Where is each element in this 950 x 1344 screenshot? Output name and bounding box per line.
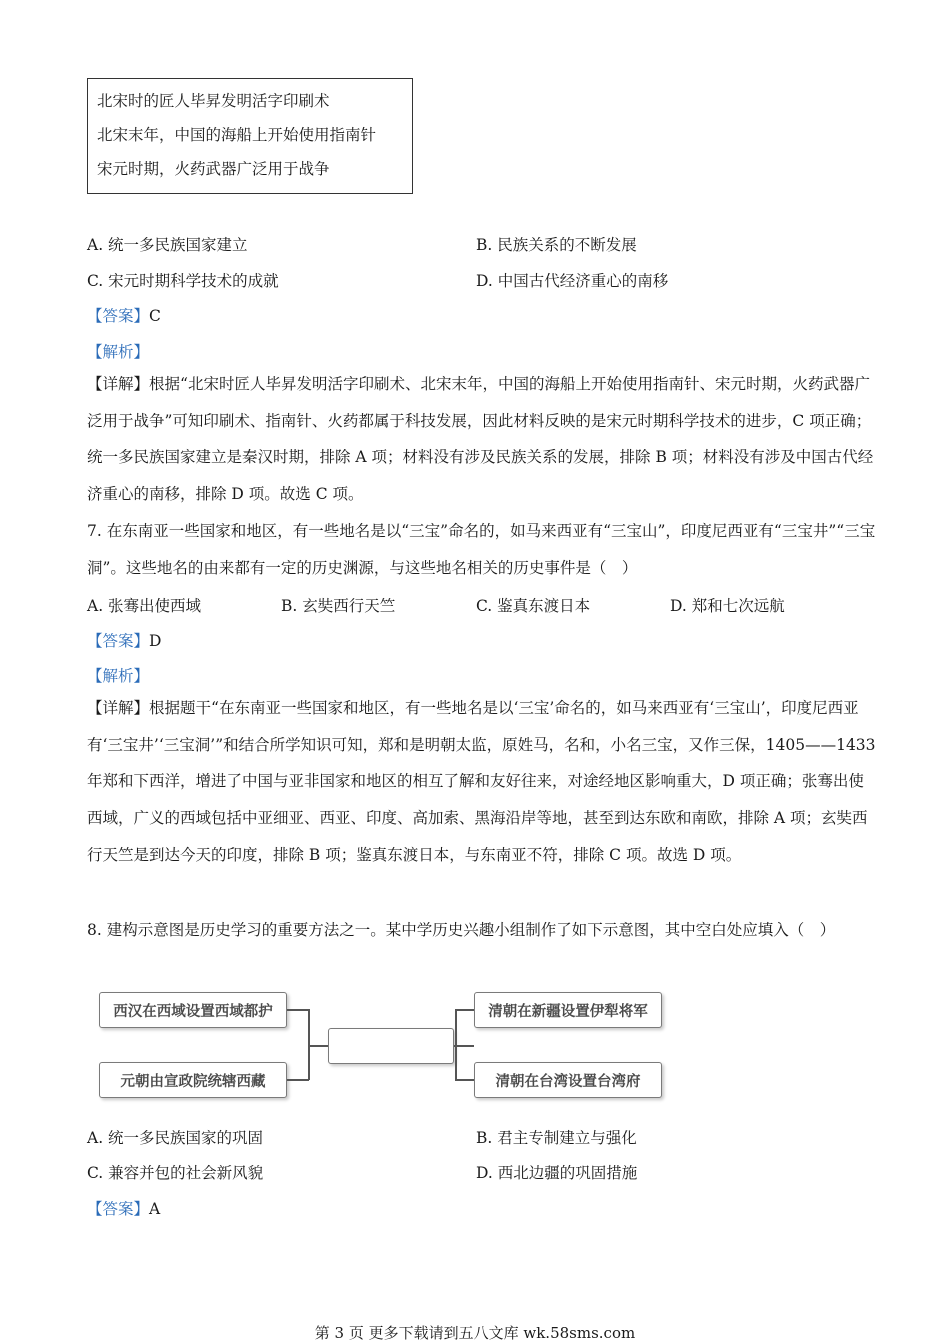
- q7-stem: 7. 在东南亚一些国家和地区，有一些地名是以“三宝”命名的，如马来西亚有“三宝山”，印度尼西亚有“三宝井”“三宝洞”。这些地名的由来都有一定的历史渊源，与这些地名相关的历史事件是（ ）: [87, 522, 876, 577]
- q7-analysis-tag: 【解析】: [87, 667, 150, 685]
- q8-option-a: A. 统一多民族国家的巩固: [87, 1129, 264, 1147]
- material-box: [87, 78, 413, 194]
- answer-tag: 【答案】: [87, 632, 150, 650]
- q6-option-a: A. 统一多民族国家建立: [87, 236, 248, 254]
- connector-line: [454, 1045, 474, 1047]
- q7-answer: [87, 629, 161, 651]
- diagram-box-right-top: 清朝在新疆设置伊犁将军: [474, 992, 662, 1028]
- q7-option-d: D. 郑和七次远航: [670, 597, 785, 615]
- q6-option-c: C. 宋元时期科学技术的成就: [87, 272, 279, 290]
- q6-option-d: D. 中国古代经济重心的南移: [476, 272, 669, 290]
- q8-option-d: D. 西北边疆的巩固措施: [476, 1164, 638, 1182]
- q7-option-b: B. 玄奘西行天竺: [281, 597, 396, 615]
- q8-option-b: B. 君主专制建立与强化: [476, 1129, 637, 1147]
- material-line: 北宋末年，中国的海船上开始使用指南针: [97, 126, 377, 144]
- q8-stem: 8. 建构示意图是历史学习的重要方法之一。某中学历史兴趣小组制作了如下示意图，其中空白处应填入（ ）: [87, 921, 836, 939]
- q7-option-a: A. 张骞出使西域: [87, 597, 202, 615]
- q6-detail: [87, 366, 877, 513]
- answer-tag: 【答案】: [87, 307, 150, 325]
- connector-line: [287, 1079, 309, 1081]
- connector-line: [455, 1079, 474, 1081]
- answer-value: A: [149, 1200, 161, 1218]
- q6-analysis-tag: 【解析】: [87, 343, 150, 361]
- answer-tag: 【答案】: [87, 1200, 150, 1218]
- material-line: 北宋时的匠人毕昇发明活字印刷术: [97, 92, 330, 110]
- diagram-box-left-bottom: 元朝由宣政院统辖西藏: [99, 1062, 287, 1098]
- diagram-box-left-top: 西汉在西域设置西域都护: [99, 992, 287, 1028]
- q6-option-b: B. 民族关系的不断发展: [476, 236, 637, 254]
- q8-option-c: C. 兼容并包的社会新风貌: [87, 1164, 264, 1182]
- page-footer: 第 3 页 更多下载请到五八文库 wk.58sms.com: [314, 1324, 636, 1342]
- diagram-box-center-blank: [328, 1028, 454, 1064]
- q6-answer: [87, 304, 161, 326]
- detail-tag: 【详解】: [87, 375, 150, 393]
- answer-value: D: [149, 632, 162, 650]
- detail-tag: 【详解】: [87, 699, 150, 717]
- connector-line: [455, 1009, 457, 1080]
- material-line: 宋元时期，火药武器广泛用于战争: [97, 160, 330, 178]
- connector-line: [287, 1009, 309, 1011]
- diagram-box-right-bottom: 清朝在台湾设置台湾府: [474, 1062, 662, 1098]
- connector-line: [455, 1009, 474, 1011]
- detail-text: 根据“北宋时匠人毕昇发明活字印刷术、北宋末年，中国的海船上开始使用指南针、宋元时期，火药武器广泛用于战争”可知印刷术、指南针、火药都属于科技发展，因此材料反映的是宋元时期科学技术的进步，C 项正确；统一多民族国家建立是秦汉时期，排除 A 项；材料没有涉及民族关系的发展，排除 B 项；材料没有涉及中国古代经济重心的南移，排除 D 项。故选 C 项。: [87, 375, 874, 504]
- connector-line: [308, 1045, 328, 1047]
- detail-text: 根据题干“在东南亚一些国家和地区，有一些地名是以‘三宝’命名的，如马来西亚有‘三宝山’，印度尼西亚有‘三宝井’‘三宝洞’”和结合所学知识可知，郑和是明朝太监，原姓马，名和，小名三宝，又作三保，1405——1433 年郑和下西洋，增进了中国与亚非国家和地区的相互了解和友好往来，对途经地区影响重大，D 项正确；张骞出使西域，广义的西域包括中亚细亚、西亚、印度、高加索、黑海沿岸等地，甚至到达东欧和南欧，排除 A 项；玄奘西行天竺是到达今天的印度，排除 B 项；鉴真东渡日本，与东南亚不符，排除 C 项。故选 D 项。: [87, 699, 876, 864]
- q8-answer: [87, 1197, 160, 1219]
- q7-detail: [87, 690, 877, 874]
- answer-value: C: [149, 307, 161, 325]
- q7-option-c: C. 鉴真东渡日本: [476, 597, 591, 615]
